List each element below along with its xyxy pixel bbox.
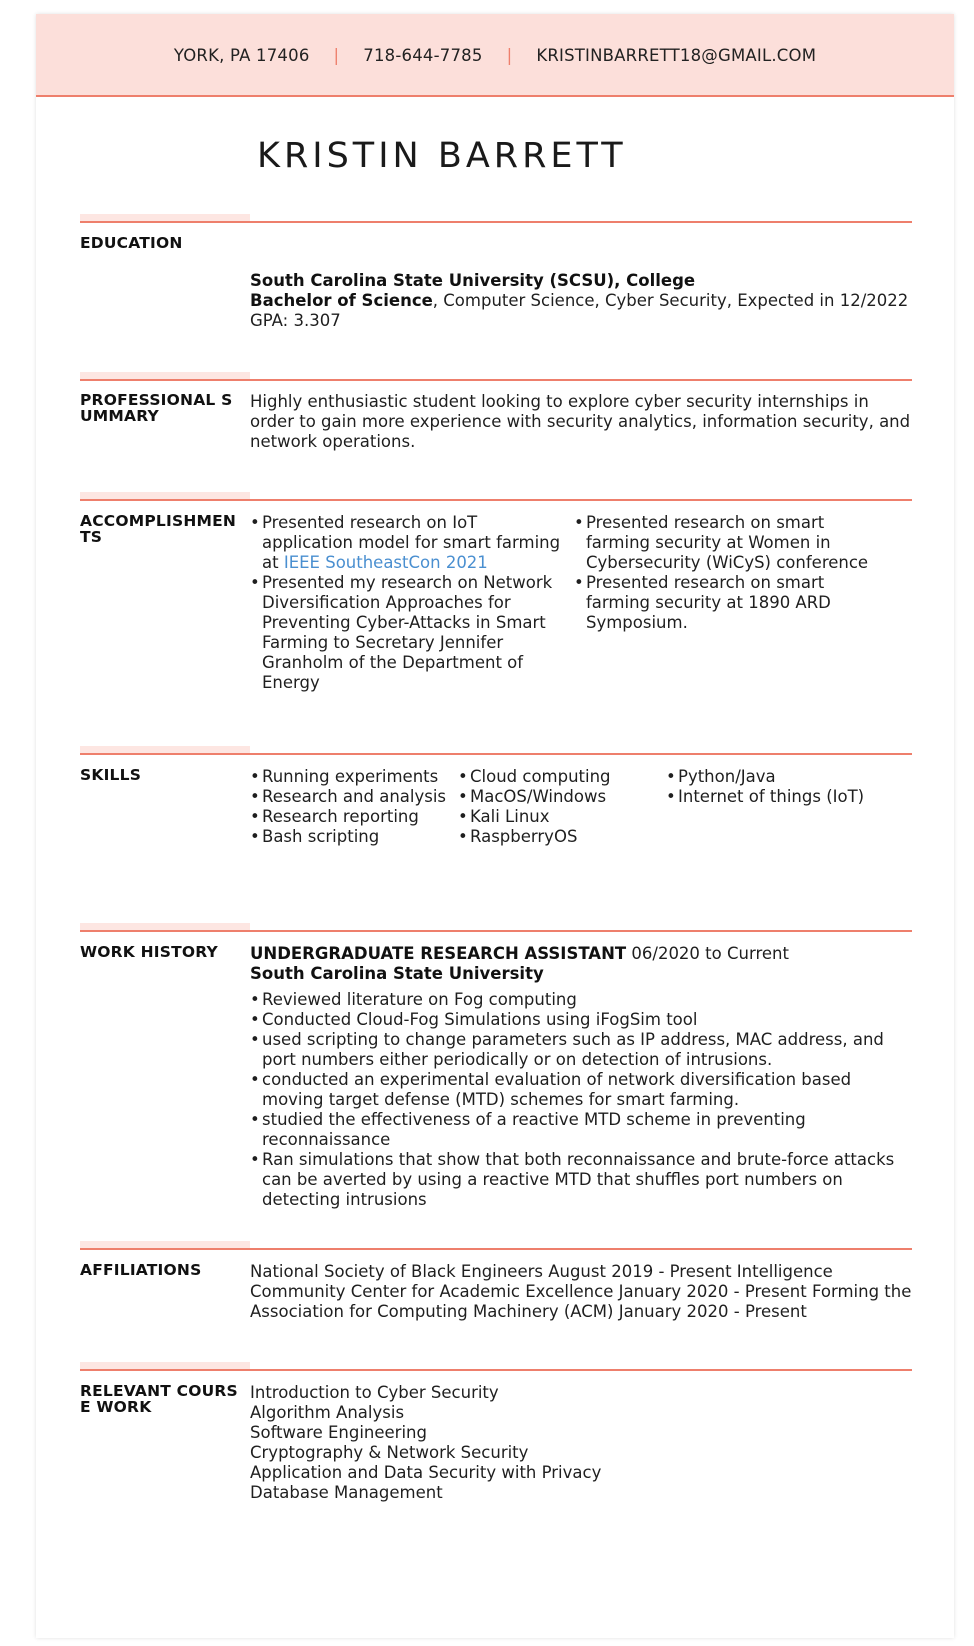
section-rule — [80, 1369, 912, 1371]
course-item: Database Management — [250, 1483, 443, 1502]
section-label: PROFESSIONAL SUMMARY — [80, 391, 233, 425]
section-rule — [80, 1248, 912, 1250]
course-item: Cryptography & Network Security — [250, 1443, 529, 1462]
accomplishment-item: • Presented research on smart farming security at Women in Cybersecurity (WiCyS) conference — [574, 513, 886, 573]
accomplishments-col-2 — [574, 513, 886, 693]
section-label: WORK HISTORY — [80, 943, 218, 961]
section-rule — [80, 753, 912, 755]
accomplishment-text: Presented research on IoT application model for smart farming at — [262, 513, 561, 572]
section-label: SKILLS — [80, 766, 142, 784]
section-label: EDUCATION — [80, 234, 183, 252]
skill-item: • Kali Linux — [458, 807, 666, 827]
course-item: Introduction to Cyber Security — [250, 1383, 499, 1402]
work-bullets — [250, 990, 912, 1210]
skills-col-2 — [458, 767, 666, 847]
accomplishment-item: • Presented research on smart farming security at 1890 ARD Symposium. — [574, 573, 886, 633]
work-bullet: • conducted an experimental evaluation of network diversification based moving target defense (MTD) schemes for smart farming. — [250, 1070, 912, 1110]
work-body — [250, 944, 912, 1210]
accomplishments-col-1 — [250, 513, 562, 693]
course-item: Software Engineering — [250, 1423, 427, 1442]
education-body — [250, 271, 912, 331]
skill-item: • Internet of things (IoT) — [666, 787, 906, 807]
contact-address: YORK, PA 17406 — [173, 46, 310, 65]
section-label: AFFILIATIONS — [80, 1261, 202, 1279]
course-item: Algorithm Analysis — [250, 1403, 405, 1422]
skills-col-3 — [666, 767, 906, 847]
skill-item: • MacOS/Windows — [458, 787, 666, 807]
accomplishments-body — [250, 513, 912, 693]
contact-separator: | — [333, 46, 340, 65]
course-item: Application and Data Security with Privacy — [250, 1463, 602, 1482]
summary-text: Highly enthusiastic student looking to explore cyber security internships in order to gain more experience with security analytics, information security, and network operations. — [250, 392, 911, 451]
ieee-link[interactable]: IEEE SoutheastCon 2021 — [283, 553, 488, 572]
work-bullet: • used scripting to change parameters such as IP address, MAC address, and port numbers either periodically or on detection of intrusions. — [250, 1030, 912, 1070]
resume-page — [36, 14, 954, 1638]
skills-col-1 — [250, 767, 458, 847]
accomplishment-item: • Presented my research on Network Diversification Approaches for Preventing Cyber-Attacks in Smart Farming to Secretary Jennifer Granholm of the Department of Energy — [250, 573, 562, 693]
skill-item: • Research and analysis — [250, 787, 458, 807]
contact-separator: | — [506, 46, 513, 65]
work-bullet: • Ran simulations that show that both reconnaissance and brute-force attacks can be averted by using a reactive MTD that shuffles port numbers on detecting intrusions — [250, 1150, 912, 1210]
skill-item: • Running experiments — [250, 767, 458, 787]
candidate-name: KRISTIN BARRETT — [257, 136, 627, 176]
section-rule — [80, 221, 912, 223]
work-bullet: • Conducted Cloud-Fog Simulations using iFogSim tool — [250, 1010, 912, 1030]
accomplishment-item — [250, 513, 562, 573]
work-bullet: • Reviewed literature on Fog computing — [250, 990, 912, 1010]
section-rule — [80, 379, 912, 381]
section-label: RELEVANT COURSE WORK — [80, 1382, 238, 1416]
education-degree-detail: , Computer Science, Cyber Security, Expected in 12/2022 — [432, 291, 909, 310]
skill-item: • RaspberryOS — [458, 827, 666, 847]
education-school: South Carolina State University (SCSU), College — [250, 271, 696, 290]
skill-item: • Research reporting — [250, 807, 458, 827]
contact-bar — [36, 14, 954, 97]
education-degree: Bachelor of Science — [250, 291, 433, 310]
skill-item: • Python/Java — [666, 767, 906, 787]
affiliations-text: National Society of Black Engineers August 2019 - Present Intelligence Community Center for Academic Excellence January 2020 - Present Forming the Association for Computing Machinery (ACM) January 2020 - Present — [250, 1262, 912, 1321]
skills-body — [250, 767, 912, 847]
work-employer: South Carolina State University — [250, 964, 544, 983]
work-title: UNDERGRADUATE RESEARCH ASSISTANT — [250, 944, 627, 963]
education-gpa: GPA: 3.307 — [250, 311, 341, 330]
work-title-line — [250, 944, 912, 964]
section-label: ACCOMPLISHMENTS — [80, 512, 237, 546]
work-bullet: • studied the effectiveness of a reactive MTD scheme in preventing reconnaissance — [250, 1110, 912, 1150]
skill-item: • Cloud computing — [458, 767, 666, 787]
coursework-list — [250, 1383, 912, 1503]
contact-email: KRISTINBARRETT18@GMAIL.COM — [536, 46, 817, 65]
contact-phone: 718-644-7785 — [363, 46, 483, 65]
section-rule — [80, 499, 912, 501]
skill-item: • Bash scripting — [250, 827, 458, 847]
section-rule — [80, 930, 912, 932]
work-dates: 06/2020 to Current — [626, 944, 789, 963]
education-degree-line — [250, 291, 912, 311]
